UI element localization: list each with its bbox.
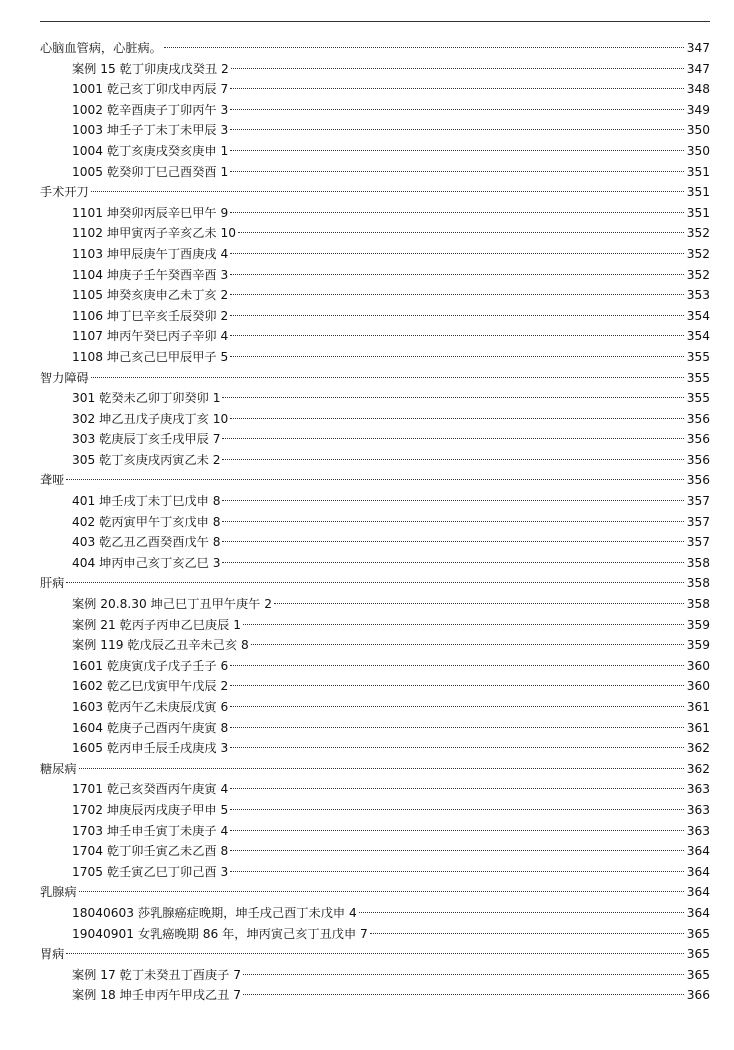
toc-entry[interactable] (40, 800, 710, 821)
toc-page-number: 361 (686, 700, 710, 714)
toc-page-number: 356 (686, 411, 710, 426)
table-of-contents (40, 38, 710, 1006)
toc-entry-label: 1704 乾丁卯壬寅乙未乙酉 8 (72, 844, 229, 859)
toc-entry-label: 401 坤壬戌丁未丁巳戊申 8 (72, 494, 221, 509)
toc-entry-label: 1101 坤癸卯丙辰辛巳甲午 9 (72, 205, 229, 220)
dot-leader (222, 500, 684, 501)
dot-leader (230, 171, 684, 172)
toc-entry[interactable] (40, 429, 710, 450)
dot-leader (66, 582, 684, 583)
toc-entry-label: 案例 21 乾丙子丙申乙巳庚辰 1 (72, 617, 241, 632)
toc-page-number: 358 (686, 597, 710, 612)
toc-page-number: 348 (686, 82, 710, 97)
dot-leader (66, 953, 684, 954)
dot-leader (370, 933, 684, 934)
dot-leader (230, 253, 684, 254)
toc-page-number: 356 (686, 452, 710, 467)
toc-page-number: 350 (686, 123, 710, 138)
dot-leader (164, 47, 684, 48)
toc-entry-label: 303 乾庚辰丁亥壬戌甲辰 7 (72, 432, 221, 447)
dot-leader (230, 212, 684, 213)
toc-entry-label: 肝病 (40, 576, 65, 591)
toc-page-number: 351 (686, 205, 710, 220)
toc-section-heading[interactable] (40, 759, 710, 780)
toc-section-heading[interactable] (40, 573, 710, 594)
toc-entry[interactable] (40, 223, 710, 244)
toc-entry-label: 1106 坤丁巳辛亥壬辰癸卯 2 (72, 308, 229, 323)
toc-page-number: 366 (686, 988, 710, 1003)
dot-leader (230, 788, 684, 789)
toc-page-number: 356 (686, 473, 710, 488)
toc-entry-label: 302 坤乙丑戊子庚戌丁亥 10 (72, 411, 229, 426)
toc-entry[interactable] (40, 718, 710, 739)
toc-entry-label: 1703 坤壬申壬寅丁未庚子 4 (72, 823, 229, 838)
toc-entry-label: 手术开刀 (40, 185, 89, 200)
toc-entry-label: 案例 119 乾戊辰乙丑辛未己亥 8 (72, 638, 249, 653)
dot-leader (230, 129, 684, 130)
toc-entry-label: 404 坤丙申己亥丁亥乙巳 3 (72, 555, 221, 570)
toc-entry[interactable] (40, 965, 710, 986)
toc-entry[interactable] (40, 120, 710, 141)
toc-entry-label: 1602 乾乙巳戊寅甲午戊辰 2 (72, 679, 229, 694)
toc-page-number: 352 (686, 246, 710, 261)
toc-entry[interactable] (40, 326, 710, 347)
toc-page-number: 358 (686, 555, 710, 570)
toc-page-number: 363 (686, 823, 710, 838)
toc-entry-label: 1705 乾壬寅乙巳丁卯己酉 3 (72, 864, 229, 879)
toc-entry-label: 1004 乾丁亥庚戌癸亥庚申 1 (72, 143, 229, 158)
toc-entry[interactable] (40, 779, 710, 800)
toc-page-number: 352 (686, 226, 710, 241)
dot-leader (230, 335, 684, 336)
toc-entry[interactable] (40, 491, 710, 512)
toc-entry[interactable] (40, 512, 710, 533)
dot-leader (230, 88, 684, 89)
toc-entry-label: 1105 坤癸亥庚申乙未丁亥 2 (72, 288, 229, 303)
toc-entry[interactable] (40, 532, 710, 553)
toc-entry[interactable] (40, 697, 710, 718)
toc-page-number: 363 (686, 782, 710, 797)
dot-leader (231, 68, 684, 69)
toc-page-number: 362 (686, 761, 710, 776)
toc-section-heading[interactable] (40, 470, 710, 491)
toc-page-number: 359 (686, 638, 710, 653)
toc-page-number: 347 (686, 41, 710, 55)
toc-entry[interactable] (40, 285, 710, 306)
toc-page-number: 358 (686, 576, 710, 591)
dot-leader (274, 603, 684, 604)
toc-page-number: 361 (686, 720, 710, 735)
dot-leader (230, 109, 684, 110)
toc-entry-label: 1002 乾辛酉庚子丁卯丙午 3 (72, 102, 229, 117)
toc-page-number: 357 (686, 494, 710, 509)
toc-entry[interactable] (40, 615, 710, 636)
dot-leader (251, 644, 684, 645)
toc-page-number: 359 (686, 617, 710, 632)
toc-entry[interactable] (40, 79, 710, 100)
dot-leader (91, 191, 684, 192)
toc-section-heading[interactable] (40, 368, 710, 389)
toc-entry[interactable] (40, 141, 710, 162)
toc-entry-label: 1003 坤壬子丁未丁未甲辰 3 (72, 123, 229, 138)
dot-leader (222, 541, 684, 542)
toc-entry[interactable] (40, 594, 710, 615)
toc-entry-label: 1102 坤甲寅丙子辛亥乙未 10 (72, 226, 236, 241)
toc-entry-label: 心脑血管病，心脏病。 (40, 41, 162, 55)
toc-entry-label: 1601 乾庚寅戊子戊子壬子 6 (72, 658, 229, 673)
toc-page-number: 365 (686, 967, 710, 982)
toc-page-number: 365 (686, 926, 710, 941)
toc-page-number: 353 (686, 288, 710, 303)
toc-entry[interactable] (40, 985, 710, 1006)
toc-entry[interactable] (40, 306, 710, 327)
dot-leader (79, 768, 684, 769)
toc-entry[interactable] (40, 635, 710, 656)
dot-leader (230, 871, 684, 872)
toc-page-number: 360 (686, 679, 710, 694)
dot-leader (66, 479, 684, 480)
toc-entry-label: 1108 坤己亥己巳甲辰甲子 5 (72, 349, 229, 364)
dot-leader (243, 974, 684, 975)
dot-leader (222, 562, 684, 563)
toc-entry-label: 305 乾丁亥庚戌丙寅乙未 2 (72, 452, 221, 467)
dot-leader (222, 521, 684, 522)
toc-page-number: 364 (686, 905, 710, 920)
dot-leader (222, 397, 684, 398)
toc-page-number: 364 (686, 864, 710, 879)
toc-entry-label: 1104 坤庚子壬午癸酉辛酉 3 (72, 267, 229, 282)
dot-leader (230, 294, 684, 295)
dot-leader (222, 438, 684, 439)
toc-entry-label: 1605 乾丙申壬辰壬戌庚戌 3 (72, 741, 229, 756)
dot-leader (243, 624, 684, 625)
dot-leader (230, 685, 684, 686)
toc-entry-label: 1005 乾癸卯丁巳己酉癸酉 1 (72, 164, 229, 179)
toc-page-number: 355 (686, 391, 710, 406)
toc-entry-label: 19040901 女乳癌晚期 86 年，坤丙寅己亥丁丑戊申 7 (72, 926, 368, 941)
toc-entry-label: 1701 乾己亥癸酉丙午庚寅 4 (72, 782, 229, 797)
toc-section-heading[interactable] (40, 882, 710, 903)
toc-entry-label: 18040603 莎乳腺癌症晚期，坤壬戌己酉丁未戊申 4 (72, 905, 357, 920)
toc-entry-label: 胃病 (40, 947, 65, 962)
toc-page-number: 357 (686, 535, 710, 550)
toc-page-number: 351 (686, 185, 710, 200)
dot-leader (230, 850, 684, 851)
toc-page-number: 350 (686, 143, 710, 158)
dot-leader (230, 727, 684, 728)
dot-leader (91, 377, 684, 378)
toc-page-number: 354 (686, 329, 710, 344)
dot-leader (230, 315, 684, 316)
toc-entry-label: 403 乾乙丑乙酉癸酉戊午 8 (72, 535, 221, 550)
toc-entry[interactable] (40, 924, 710, 945)
toc-entry[interactable] (40, 903, 710, 924)
toc-page-number: 357 (686, 514, 710, 529)
toc-page-number: 364 (686, 844, 710, 859)
toc-page-number: 349 (686, 102, 710, 117)
toc-entry[interactable] (40, 553, 710, 574)
toc-entry[interactable] (40, 738, 710, 759)
dot-leader (230, 150, 684, 151)
toc-entry-label: 糖尿病 (40, 761, 77, 776)
toc-entry[interactable] (40, 59, 710, 80)
toc-entry[interactable] (40, 265, 710, 286)
toc-entry-label: 1001 乾己亥丁卯戊申丙辰 7 (72, 82, 229, 97)
toc-entry-label: 1603 乾丙午乙未庚辰戊寅 6 (72, 700, 229, 714)
toc-page-number: 355 (686, 349, 710, 364)
toc-entry[interactable] (40, 347, 710, 368)
toc-entry-label: 智力障碍 (40, 370, 89, 385)
dot-leader (243, 994, 684, 995)
toc-entry[interactable] (40, 409, 710, 430)
toc-page-number: 362 (686, 741, 710, 756)
toc-entry-label: 402 乾丙寅甲午丁亥戊申 8 (72, 514, 221, 529)
toc-entry-label: 聋哑 (40, 473, 65, 488)
toc-page-number: 364 (686, 885, 710, 900)
toc-page-number: 347 (686, 61, 710, 76)
toc-page-number: 351 (686, 164, 710, 179)
toc-entry-label: 1103 坤甲辰庚午丁酉庚戌 4 (72, 246, 229, 261)
toc-entry-label: 1702 坤庚辰丙戌庚子甲申 5 (72, 802, 229, 817)
toc-entry-label: 案例 15 乾丁卯庚戌戊癸丑 2 (72, 61, 229, 76)
toc-page-number: 355 (686, 370, 710, 385)
toc-entry[interactable] (40, 450, 710, 471)
toc-entry[interactable] (40, 841, 710, 862)
toc-page-number: 356 (686, 432, 710, 447)
toc-entry-label: 乳腺病 (40, 885, 77, 900)
toc-entry[interactable] (40, 821, 710, 842)
toc-section-heading[interactable] (40, 182, 710, 203)
dot-leader (230, 418, 684, 419)
dot-leader (359, 912, 684, 913)
toc-entry-label: 1107 坤丙午癸巳丙子辛卯 4 (72, 329, 229, 344)
toc-page-number: 354 (686, 308, 710, 323)
toc-entry[interactable] (40, 100, 710, 121)
dot-leader (230, 706, 684, 707)
toc-entry-label: 301 乾癸未乙卯丁卯癸卯 1 (72, 391, 221, 406)
toc-entry-label: 案例 17 乾丁未癸丑丁酉庚子 7 (72, 967, 241, 982)
toc-page-number: 363 (686, 802, 710, 817)
dot-leader (230, 356, 684, 357)
toc-section-heading[interactable] (40, 38, 710, 59)
toc-section-heading[interactable] (40, 944, 710, 965)
dot-leader (230, 665, 684, 666)
dot-leader (230, 830, 684, 831)
toc-entry[interactable] (40, 388, 710, 409)
toc-entry-label: 1604 乾庚子己酉丙午庚寅 8 (72, 720, 229, 735)
toc-entry[interactable] (40, 862, 710, 883)
toc-page-number: 365 (686, 947, 710, 962)
toc-page-number: 360 (686, 658, 710, 673)
header-rule (40, 21, 710, 22)
dot-leader (79, 891, 684, 892)
dot-leader (222, 459, 684, 460)
toc-page-number: 352 (686, 267, 710, 282)
dot-leader (230, 747, 684, 748)
toc-entry[interactable] (40, 162, 710, 183)
toc-entry[interactable] (40, 244, 710, 265)
toc-entry-label: 案例 18 坤壬申丙午甲戌乙丑 7 (72, 988, 241, 1003)
dot-leader (238, 232, 684, 233)
toc-entry[interactable] (40, 676, 710, 697)
toc-entry[interactable] (40, 203, 710, 224)
dot-leader (230, 274, 684, 275)
dot-leader (230, 809, 684, 810)
toc-entry-label: 案例 20.8.30 坤己巳丁丑甲午庚午 2 (72, 597, 272, 612)
toc-entry[interactable] (40, 656, 710, 677)
